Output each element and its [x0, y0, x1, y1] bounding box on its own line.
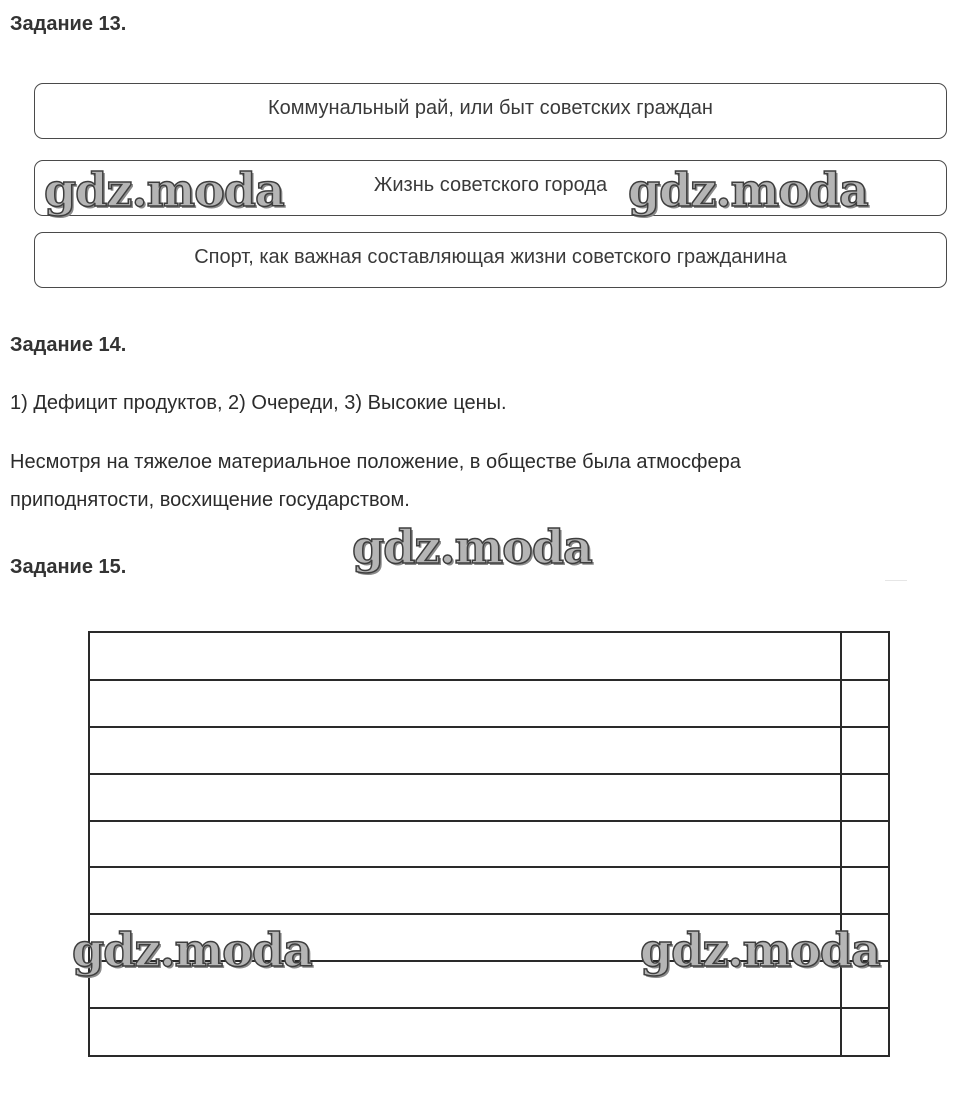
watermark-logo: gdz.moda — [640, 923, 880, 977]
table-row-divider — [90, 866, 888, 868]
task13-heading: Задание 13. — [10, 13, 127, 35]
topic-box-3 — [34, 232, 947, 288]
table-row-divider — [90, 1007, 888, 1009]
table-row-divider — [90, 773, 888, 775]
task14-heading: Задание 14. — [10, 334, 127, 356]
task14-paragraph-line-2: приподнятости, восхищение государством. — [10, 489, 410, 511]
answer-table — [88, 631, 890, 1057]
watermark-logo: gdz.moda — [44, 163, 284, 217]
watermark-logo: gdz.moda — [352, 520, 592, 574]
task15-heading: Задание 15. — [10, 556, 127, 578]
table-row-divider — [90, 679, 888, 681]
table-row-divider — [90, 913, 888, 915]
faint-divider — [885, 580, 907, 581]
watermark-logo: gdz.moda — [72, 923, 312, 977]
watermark-logo: gdz.moda — [628, 163, 868, 217]
topic-box-1-label: Коммунальный рай, или быт советских граждан — [268, 96, 713, 119]
topic-box-1 — [34, 83, 947, 139]
table-column-divider — [840, 633, 842, 1055]
topic-box-2-label: Жизнь советского города — [373, 173, 608, 196]
topic-box-3-label: Спорт, как важная составляющая жизни советского гражданина — [194, 245, 787, 268]
task14-answer-list: 1) Дефицит продуктов, 2) Очереди, 3) Высокие цены. — [10, 392, 507, 414]
table-row-divider — [90, 820, 888, 822]
table-row-divider — [90, 726, 888, 728]
task14-paragraph-line-1: Несмотря на тяжелое материальное положение, в обществе была атмосфера — [10, 451, 741, 473]
